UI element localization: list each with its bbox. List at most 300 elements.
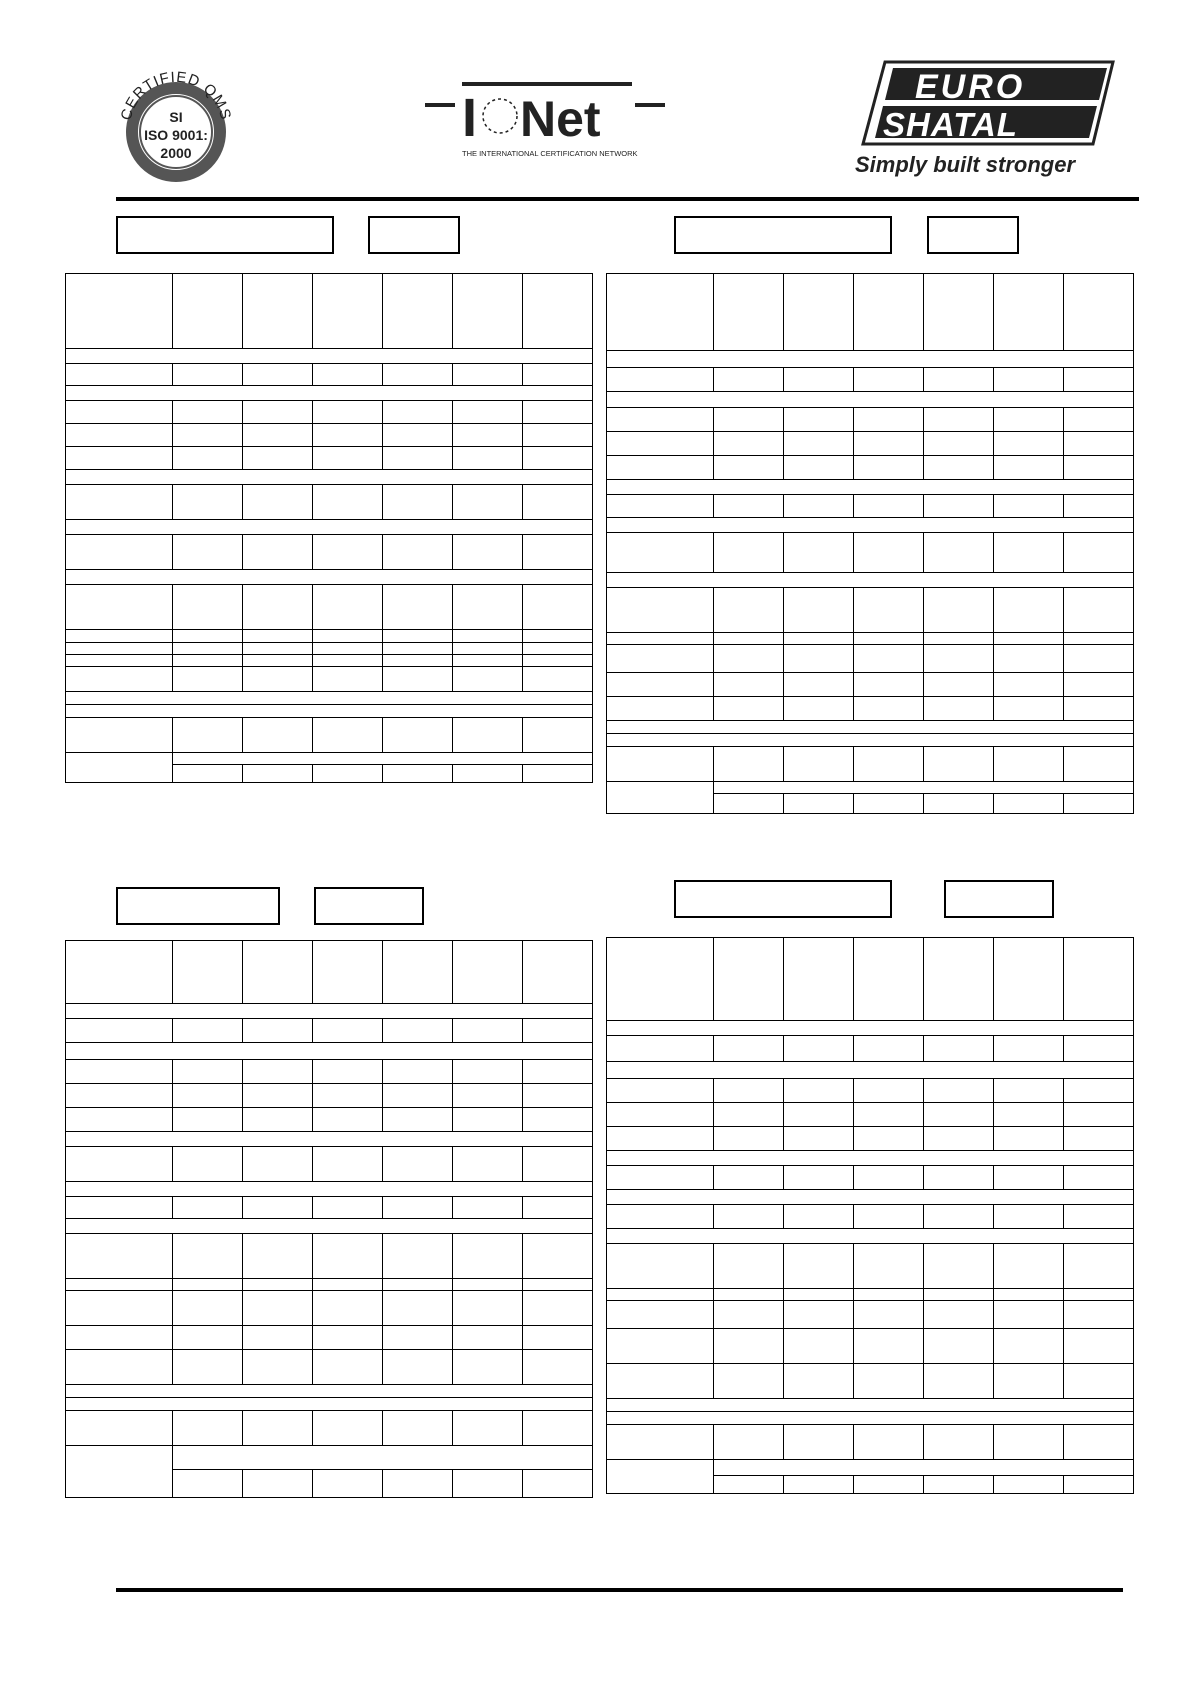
table-separator-row — [607, 351, 1134, 368]
table-row — [66, 1197, 593, 1219]
table-cell — [994, 533, 1064, 573]
table-cell — [1064, 1289, 1134, 1301]
table-separator-row — [607, 1190, 1134, 1205]
table-cell — [243, 667, 313, 692]
table-cell — [607, 274, 714, 351]
table-row — [607, 518, 1134, 533]
table-cell — [173, 1326, 243, 1350]
table-cell — [523, 424, 593, 447]
table-cell — [66, 941, 173, 1004]
table-cell — [313, 1411, 383, 1446]
table-cell — [924, 1289, 994, 1301]
table-cell — [243, 401, 313, 424]
table-cell — [243, 535, 313, 570]
table-row — [66, 1291, 593, 1326]
table-cell — [714, 408, 784, 432]
svg-text:Net: Net — [520, 91, 601, 147]
table-row — [66, 1147, 593, 1182]
table-cell — [243, 1197, 313, 1219]
table-cell — [453, 1470, 523, 1498]
table-row — [66, 705, 593, 718]
table-cell — [784, 1166, 854, 1190]
table-row — [607, 673, 1134, 697]
table-cell — [607, 938, 714, 1021]
table-cell — [383, 424, 453, 447]
table-cell — [313, 485, 383, 520]
table-cell — [854, 588, 924, 633]
table-cell — [523, 364, 593, 386]
table-separator-row — [607, 1062, 1134, 1079]
table-separator-row — [66, 1004, 593, 1019]
table-cell — [313, 630, 383, 643]
table-cell — [924, 794, 994, 814]
table-cell — [453, 1019, 523, 1043]
table-cell — [66, 1084, 173, 1108]
table-cell — [243, 718, 313, 753]
table-cell — [714, 747, 784, 782]
table-cell — [313, 643, 383, 655]
table-cell — [523, 1350, 593, 1385]
table-cell — [607, 782, 714, 814]
table-cell — [924, 1103, 994, 1127]
table-cell — [313, 535, 383, 570]
table-cell — [854, 794, 924, 814]
table-cell — [383, 655, 453, 667]
brand-slogan: Simply built stronger — [855, 152, 1076, 177]
table-cell — [607, 645, 714, 673]
table-cell — [453, 941, 523, 1004]
table-cell — [854, 368, 924, 392]
table-cell — [607, 1364, 714, 1399]
table-cell — [313, 1234, 383, 1279]
table-cell — [523, 718, 593, 753]
table-row — [66, 692, 593, 705]
table-separator-row — [66, 692, 593, 705]
table-separator-row — [607, 480, 1134, 495]
table-cell — [66, 655, 173, 667]
table-row — [607, 782, 1134, 794]
table-cell — [784, 633, 854, 645]
table-cell — [924, 673, 994, 697]
table-row — [607, 1244, 1134, 1289]
table-cell — [243, 643, 313, 655]
table-cell — [1064, 938, 1134, 1021]
table-cell — [994, 1166, 1064, 1190]
brand-line2: SHATAL — [883, 106, 1018, 143]
table-cell — [607, 368, 714, 392]
table-cell — [313, 1019, 383, 1043]
table-cell — [173, 1279, 243, 1291]
table-row — [66, 1060, 593, 1084]
table-cell — [854, 533, 924, 573]
table-cell — [523, 1291, 593, 1326]
table-cell — [924, 1166, 994, 1190]
table-separator-row — [66, 520, 593, 535]
table-row — [607, 495, 1134, 518]
table-cell — [453, 1350, 523, 1385]
table-cell — [173, 364, 243, 386]
table-separator-row — [607, 721, 1134, 734]
table-row — [607, 734, 1134, 747]
table-separator-row — [66, 386, 593, 401]
table-cell — [173, 401, 243, 424]
table-cell — [173, 718, 243, 753]
table-cell — [994, 1036, 1064, 1062]
table-cell — [924, 368, 994, 392]
table-row — [607, 1289, 1134, 1301]
table-cell — [994, 1205, 1064, 1229]
table-cell — [523, 1326, 593, 1350]
table-separator-row — [607, 1229, 1134, 1244]
table-cell — [243, 1019, 313, 1043]
table-cell — [383, 643, 453, 655]
table-cell — [313, 1279, 383, 1291]
qms-line2: ISO 9001: — [144, 127, 208, 143]
table-row — [607, 432, 1134, 456]
table-cell — [243, 364, 313, 386]
table-separator-row — [607, 1412, 1134, 1425]
table-row — [66, 386, 593, 401]
table-cell — [66, 718, 173, 753]
table-cell — [523, 941, 593, 1004]
table-cell — [383, 941, 453, 1004]
table-cell — [1064, 1166, 1134, 1190]
table-row — [607, 1166, 1134, 1190]
table-cell — [66, 424, 173, 447]
table-cell — [924, 645, 994, 673]
table-row — [607, 633, 1134, 645]
table-cell — [784, 533, 854, 573]
table-cell — [714, 633, 784, 645]
table-cell — [854, 1364, 924, 1399]
table-cell — [854, 1205, 924, 1229]
table-row — [66, 585, 593, 630]
table-cell — [607, 1301, 714, 1329]
table-cell — [313, 1350, 383, 1385]
table-cell — [313, 1291, 383, 1326]
table-cell — [607, 432, 714, 456]
table-cell — [453, 274, 523, 349]
table-cell — [1064, 1127, 1134, 1151]
table-cell — [1064, 633, 1134, 645]
table-cell — [523, 1197, 593, 1219]
table-row — [66, 1411, 593, 1446]
table-cell — [173, 643, 243, 655]
table-cell — [243, 585, 313, 630]
table-cell — [854, 747, 924, 782]
header-rule — [116, 197, 1139, 201]
table-row — [66, 520, 593, 535]
table-cell — [453, 643, 523, 655]
table-cell — [994, 456, 1064, 480]
table-row — [607, 573, 1134, 588]
table-cell — [784, 368, 854, 392]
table-row — [607, 392, 1134, 408]
table-cell — [854, 432, 924, 456]
table-cell — [994, 1127, 1064, 1151]
table-cell — [924, 495, 994, 518]
table-cell — [714, 1079, 784, 1103]
table-merged-cell — [173, 1446, 593, 1470]
table-cell — [313, 1326, 383, 1350]
table-row — [66, 1019, 593, 1043]
table-cell — [994, 794, 1064, 814]
iqnet-tagline: THE INTERNATIONAL CERTIFICATION NETWORK — [462, 149, 638, 158]
table-row — [607, 938, 1134, 1021]
table-cell — [854, 1103, 924, 1127]
table-cell — [453, 1411, 523, 1446]
table-cell — [994, 1329, 1064, 1364]
table-cell — [1064, 1476, 1134, 1494]
table-cell — [243, 1350, 313, 1385]
table-cell — [313, 585, 383, 630]
table-cell — [1064, 645, 1134, 673]
table-cell — [173, 1234, 243, 1279]
table-row — [607, 721, 1134, 734]
table-cell — [313, 667, 383, 692]
table-cell — [994, 1244, 1064, 1289]
table-cell — [523, 667, 593, 692]
table-cell — [607, 1460, 714, 1494]
table-cell — [243, 447, 313, 470]
section1-code-box — [368, 216, 460, 254]
table-cell — [383, 1279, 453, 1291]
table-cell — [523, 630, 593, 643]
table-separator-row — [607, 1399, 1134, 1412]
table-cell — [243, 655, 313, 667]
table-cell — [66, 401, 173, 424]
table-row — [66, 667, 593, 692]
table-cell — [243, 485, 313, 520]
table-row — [607, 697, 1134, 721]
table-cell — [453, 447, 523, 470]
table-row — [607, 1301, 1134, 1329]
table-cell — [243, 1060, 313, 1084]
qms-line3: 2000 — [160, 145, 192, 161]
table-cell — [313, 447, 383, 470]
table-cell — [383, 1291, 453, 1326]
footer-rule — [116, 1588, 1123, 1592]
table-cell — [453, 1279, 523, 1291]
table-row — [66, 630, 593, 643]
table-cell — [714, 1127, 784, 1151]
table-cell — [453, 1108, 523, 1132]
table-cell — [994, 368, 1064, 392]
table-cell — [607, 1127, 714, 1151]
table-row — [607, 1190, 1134, 1205]
table-cell — [854, 408, 924, 432]
table-cell — [714, 495, 784, 518]
table-separator-row — [66, 1182, 593, 1197]
table-cell — [714, 274, 784, 351]
table-cell — [243, 1234, 313, 1279]
table-cell — [1064, 1079, 1134, 1103]
table-cell — [924, 1036, 994, 1062]
euroshatal-logo — [855, 60, 1115, 180]
table-cell — [714, 1244, 784, 1289]
table-cell — [714, 368, 784, 392]
table-row — [607, 1021, 1134, 1036]
table-separator-row — [66, 1132, 593, 1147]
table-cell — [523, 447, 593, 470]
table-row — [607, 1364, 1134, 1399]
table-cell — [784, 1476, 854, 1494]
table-cell — [994, 274, 1064, 351]
table-cell — [714, 1289, 784, 1301]
table-cell — [243, 1326, 313, 1350]
table-merged-cell — [714, 1460, 1134, 1476]
table-cell — [784, 1079, 854, 1103]
table-cell — [924, 747, 994, 782]
table-cell — [714, 1205, 784, 1229]
table-3 — [65, 940, 593, 1498]
table-cell — [784, 1103, 854, 1127]
table-cell — [66, 1326, 173, 1350]
table-cell — [924, 456, 994, 480]
table-cell — [924, 1079, 994, 1103]
table-cell — [173, 1084, 243, 1108]
table-cell — [784, 1364, 854, 1399]
table-cell — [383, 1234, 453, 1279]
table-row — [607, 1229, 1134, 1244]
table-cell — [453, 1234, 523, 1279]
table-cell — [924, 274, 994, 351]
table-row — [66, 401, 593, 424]
table-cell — [173, 667, 243, 692]
table-cell — [243, 941, 313, 1004]
table-cell — [173, 485, 243, 520]
table-cell — [854, 633, 924, 645]
table-cell — [784, 456, 854, 480]
iqnet-logo — [420, 78, 670, 164]
table-cell — [313, 364, 383, 386]
table-row — [607, 645, 1134, 673]
table-cell — [607, 1036, 714, 1062]
table-cell — [924, 588, 994, 633]
qms-line1: SI — [169, 109, 183, 125]
table-cell — [714, 794, 784, 814]
table-cell — [453, 401, 523, 424]
table-row — [607, 747, 1134, 782]
table-cell — [714, 456, 784, 480]
table-cell — [784, 697, 854, 721]
table-cell — [994, 1476, 1064, 1494]
section1-title-box — [116, 216, 334, 254]
table-cell — [1064, 432, 1134, 456]
table-cell — [714, 432, 784, 456]
table-cell — [924, 697, 994, 721]
table-cell — [66, 753, 173, 783]
table-cell — [784, 1205, 854, 1229]
table-cell — [453, 630, 523, 643]
table-cell — [784, 673, 854, 697]
table-row — [607, 274, 1134, 351]
brand-line1: EURO — [915, 68, 1026, 106]
table-cell — [453, 765, 523, 783]
table-cell — [173, 1060, 243, 1084]
table-cell — [1064, 588, 1134, 633]
table-cell — [243, 1470, 313, 1498]
table-cell — [1064, 408, 1134, 432]
table-cell — [854, 1166, 924, 1190]
table-cell — [173, 424, 243, 447]
table-row — [607, 1103, 1134, 1127]
table-cell — [383, 485, 453, 520]
table-cell — [383, 447, 453, 470]
table-cell — [714, 1301, 784, 1329]
table-row — [66, 470, 593, 485]
table-cell — [1064, 1364, 1134, 1399]
table-cell — [924, 1476, 994, 1494]
table-separator-row — [66, 1385, 593, 1398]
table-cell — [313, 1470, 383, 1498]
table-row — [607, 1079, 1134, 1103]
table-cell — [383, 1197, 453, 1219]
section2-title-box — [674, 216, 892, 254]
certified-qms-seal-icon — [112, 58, 240, 186]
table-cell — [924, 408, 994, 432]
table-cell — [607, 1244, 714, 1289]
table-cell — [714, 1425, 784, 1460]
table-row — [607, 1425, 1134, 1460]
table-cell — [383, 1326, 453, 1350]
table-cell — [607, 747, 714, 782]
table-cell — [66, 447, 173, 470]
table-merged-cell — [173, 753, 593, 765]
table-cell — [714, 1476, 784, 1494]
table-cell — [173, 1108, 243, 1132]
table-cell — [924, 1301, 994, 1329]
table-cell — [173, 274, 243, 349]
table-row — [607, 1127, 1134, 1151]
table-cell — [383, 1019, 453, 1043]
table-cell — [523, 1411, 593, 1446]
table-cell — [66, 1108, 173, 1132]
table-cell — [1064, 533, 1134, 573]
iqnet-stars-icon — [483, 99, 517, 133]
table-cell — [854, 697, 924, 721]
table-row — [66, 1398, 593, 1411]
table-cell — [243, 424, 313, 447]
table-cell — [243, 1279, 313, 1291]
table-cell — [1064, 368, 1134, 392]
table-cell — [854, 645, 924, 673]
table-cell — [1064, 1244, 1134, 1289]
table-cell — [313, 718, 383, 753]
table-row — [607, 1399, 1134, 1412]
table-row — [66, 485, 593, 520]
table-cell — [313, 1084, 383, 1108]
table-cell — [784, 432, 854, 456]
table-row — [66, 274, 593, 349]
table-cell — [383, 1147, 453, 1182]
table-cell — [66, 1019, 173, 1043]
table-cell — [607, 495, 714, 518]
section2-code-box — [927, 216, 1019, 254]
table-cell — [383, 1060, 453, 1084]
table-row — [66, 718, 593, 753]
table-row — [66, 535, 593, 570]
table-separator-row — [66, 1398, 593, 1411]
table-cell — [66, 643, 173, 655]
table-cell — [243, 630, 313, 643]
table-cell — [66, 1197, 173, 1219]
table-cell — [784, 747, 854, 782]
section4-code-box — [944, 880, 1054, 918]
table-cell — [994, 1301, 1064, 1329]
table-cell — [173, 1197, 243, 1219]
table-cell — [383, 1470, 453, 1498]
